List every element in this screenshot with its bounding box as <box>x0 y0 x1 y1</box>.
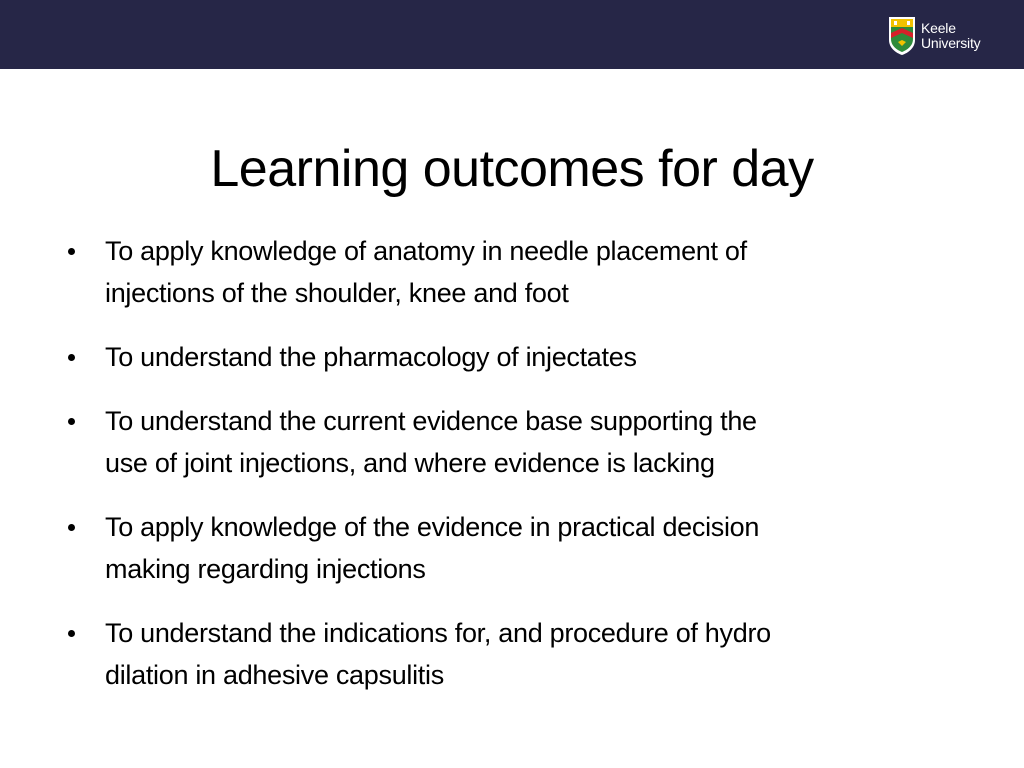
bullet-text-line: injections of the shoulder, knee and foot <box>105 278 569 308</box>
bullet-icon <box>68 630 75 637</box>
bullet-icon <box>68 524 75 531</box>
bullet-text-line: use of joint injections, and where evidence is lacking <box>105 448 715 478</box>
header-bar <box>0 0 1024 69</box>
learning-outcomes-list <box>62 230 942 718</box>
bullet-text-line: To apply knowledge of anatomy in needle placement of <box>105 236 747 266</box>
bullet-text-line: dilation in adhesive capsulitis <box>105 660 444 690</box>
list-item <box>62 612 942 696</box>
university-crest-icon <box>888 16 916 56</box>
keele-university-logo <box>888 14 980 58</box>
bullet-text-line: To understand the pharmacology of injectates <box>105 342 637 372</box>
list-item <box>62 506 942 590</box>
slide-title: Learning outcomes for day <box>210 140 814 198</box>
bullet-text-line: To understand the current evidence base supporting the <box>105 406 757 436</box>
logo-text-keele: Keele <box>921 20 956 36</box>
list-item <box>62 336 942 378</box>
bullet-text-line: To apply knowledge of the evidence in practical decision <box>105 512 760 542</box>
logo-text-university: University <box>921 35 981 51</box>
bullet-icon <box>68 418 75 425</box>
list-item <box>62 230 942 314</box>
bullet-text-line: To understand the indications for, and procedure of hydro <box>105 618 771 648</box>
bullet-icon <box>68 248 75 255</box>
bullet-icon <box>68 354 75 361</box>
bullet-text-line: making regarding injections <box>105 554 426 584</box>
list-item <box>62 400 942 484</box>
